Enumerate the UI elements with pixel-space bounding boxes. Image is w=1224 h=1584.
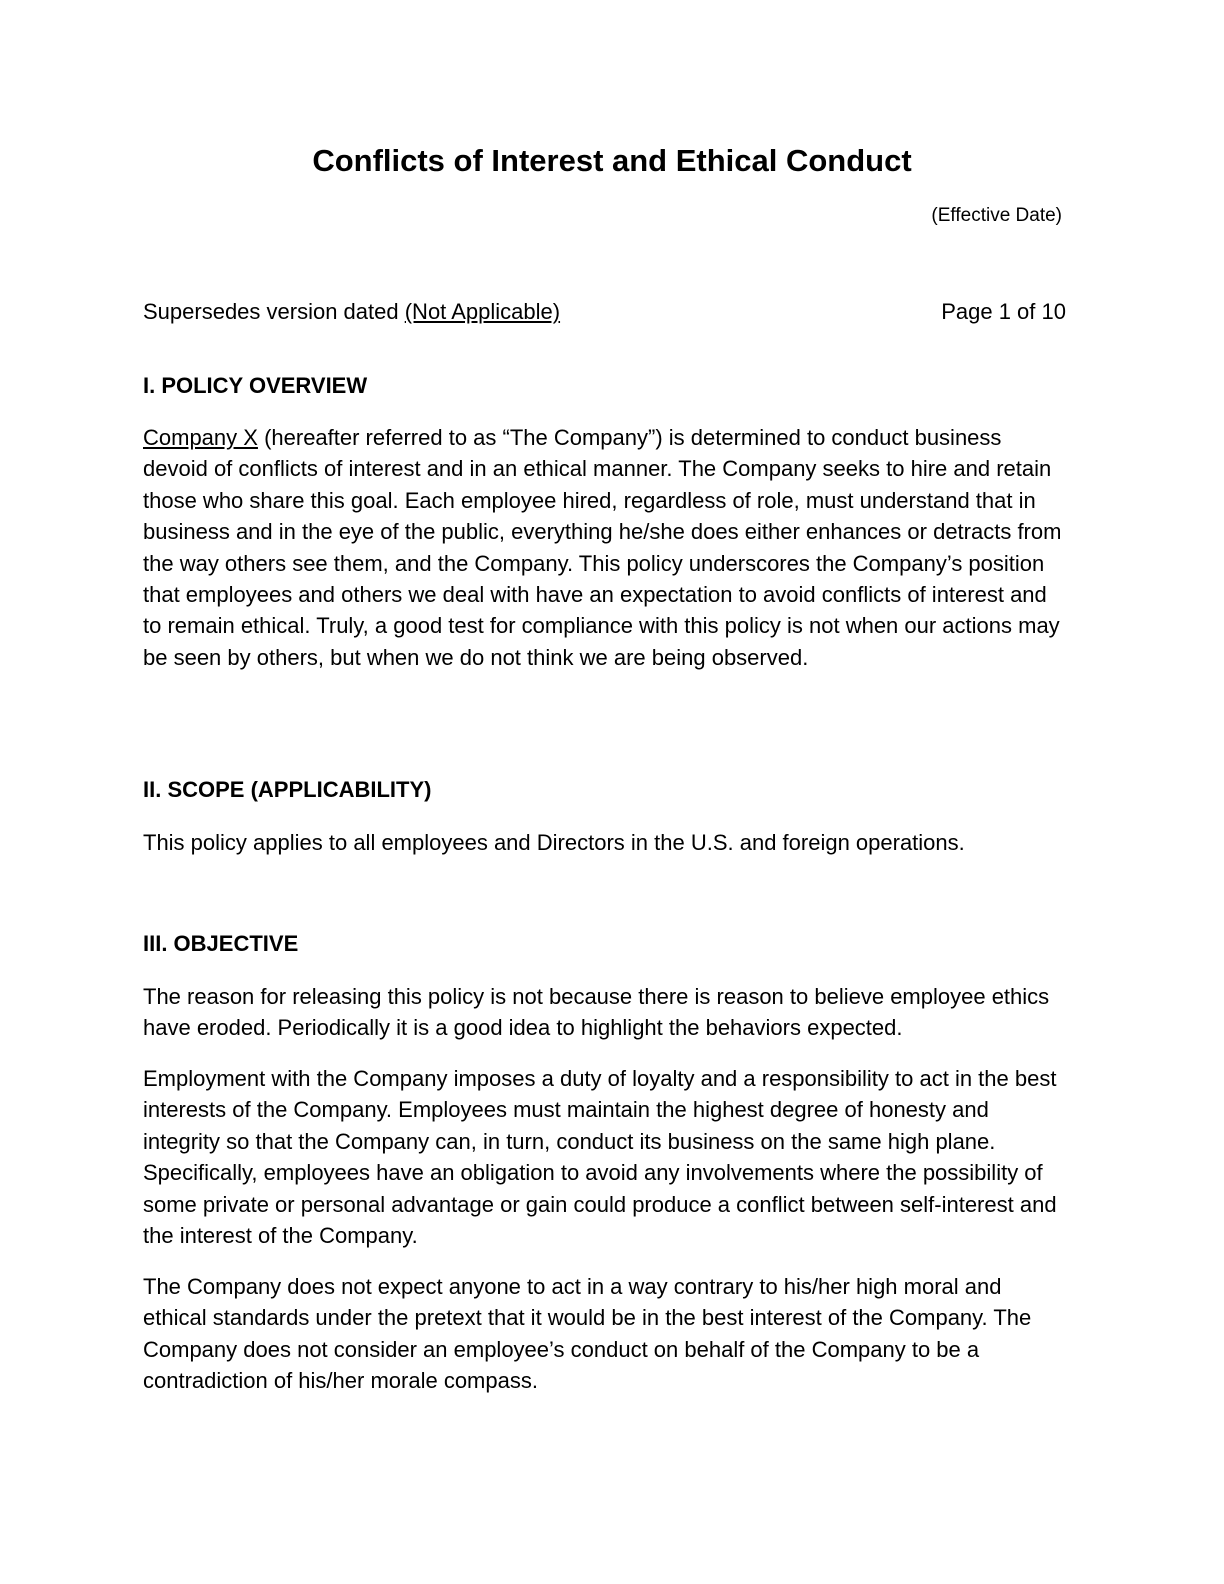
policy-overview-text: (hereafter referred to as “The Company”) is determined to conduct business devoid of conflicts of interest and in an ethical manner. The Company seeks to hire and retain those who share this goal. Each employee hired, regardless of role, must understand that in business and in the eye of the public, everything he/she does either enhances or detracts from the way others see them, and the Company. This policy underscores the Company’s position that employees and others we deal with have an expectation to avoid conflicts of interest and to remain ethical. Truly, a good test for compliance with this policy is not when our actions may be seen by others, but when we do not think we are being observed. bbox=[143, 425, 1062, 670]
supersedes-value: (Not Applicable) bbox=[404, 299, 561, 324]
section-heading-scope: II. SCOPE (APPLICABILITY) bbox=[143, 777, 432, 802]
section-heading-objective: III. OBJECTIVE bbox=[143, 931, 299, 956]
company-name: Company X bbox=[143, 425, 258, 450]
policy-overview-paragraph bbox=[143, 422, 1068, 673]
objective-paragraph-2: Employment with the Company imposes a duty of loyalty and a responsibility to act in the best interests of the Company. Employees must maintain the highest degree of honesty and integrity so that the Company can, in turn, conduct its business on the same high plane. Specifically, employees have an obligation to avoid any involvements where the possibility of some private or personal advantage or gain could produce a conflict between self-interest and the interest of the Company. bbox=[143, 1066, 1057, 1249]
scope-paragraph: This policy applies to all employees and Directors in the U.S. and foreign operations. bbox=[143, 830, 965, 855]
objective-paragraph-3: The Company does not expect anyone to act in a way contrary to his/her high moral and ethical standards under the pretext that it would be in the best interest of the Company. The Company does not consider an employee’s conduct on behalf of the Company to be a contradiction of his/her morale compass. bbox=[143, 1274, 1032, 1394]
section-heading-policy-overview: I. POLICY OVERVIEW bbox=[143, 373, 368, 398]
document-title: Conflicts of Interest and Ethical Conduct bbox=[312, 143, 912, 178]
supersedes-line bbox=[143, 297, 560, 327]
effective-date: (Effective Date) bbox=[931, 205, 1062, 226]
page-indicator: Page 1 of 10 bbox=[941, 299, 1066, 324]
objective-paragraph-1: The reason for releasing this policy is not because there is reason to believe employee ethics have eroded. Periodically it is a good idea to highlight the behaviors expected. bbox=[143, 984, 1050, 1041]
supersedes-row bbox=[143, 297, 1066, 327]
supersedes-label: Supersedes version dated bbox=[143, 299, 405, 324]
